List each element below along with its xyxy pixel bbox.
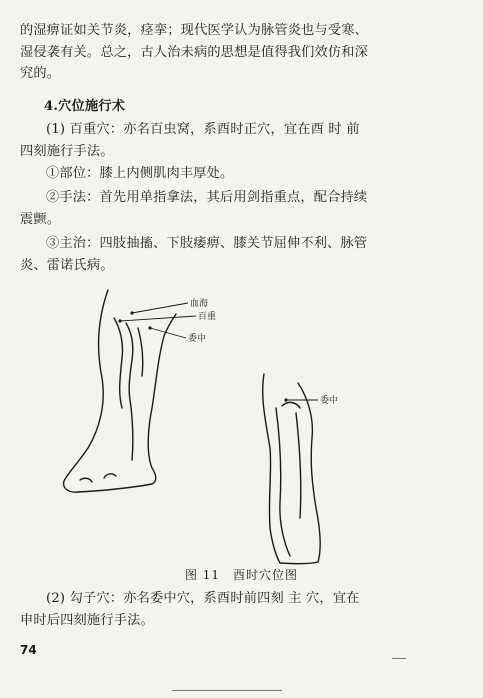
text-line: ②手法：首先用单指拿法，其后用剑指重点，配合持续 — [46, 190, 368, 205]
text-line: (1) 百重穴：亦名百虫窝，系酉时正穴，宜在酉 时 前 — [46, 122, 360, 137]
page-number: 74 — [20, 643, 37, 657]
text-line: ③主治：四肢抽搐、下肢痿痹、膝关节屈伸不利、脉管 — [46, 236, 368, 251]
leader-lines — [120, 303, 318, 400]
paragraph-gouzi — [20, 588, 460, 631]
paragraph-location: ①部位：膝上内侧肌肉丰厚处。 — [46, 166, 234, 181]
xuehai-leader — [132, 303, 188, 313]
section-heading: 4.穴位施行术 — [44, 99, 126, 114]
label-weizhong-left: 委中 — [188, 334, 207, 344]
bottom-scan-line — [172, 690, 282, 691]
label-weizhong-right: 委中 — [320, 396, 339, 406]
leg-acupoint-illustration — [60, 288, 390, 568]
scan-mark — [392, 658, 406, 659]
text-line: 的湿痹证如关节炎，痉挛；现代医学认为脉管炎也与受寒、 — [20, 23, 369, 38]
paragraph-intro — [20, 20, 460, 85]
paragraph-technique — [20, 187, 460, 230]
weizhong-left-point — [148, 326, 151, 329]
figure-caption: 图 11 酉时穴位图 — [184, 568, 299, 582]
paragraph-baichong — [20, 119, 460, 162]
weizhong-left-leader — [150, 328, 186, 338]
baichong-point — [118, 319, 121, 322]
text-line: 四刻施行手法。 — [20, 143, 114, 159]
baichong-leader — [120, 316, 196, 321]
label-baichong: 百重 — [198, 312, 217, 322]
text-line: 申时后四刻施行手法。 — [20, 612, 154, 628]
label-xuehai: 血海 — [190, 299, 209, 309]
weizhong-right-point — [284, 398, 287, 401]
paragraph-indications — [20, 233, 460, 276]
text-line: 湿侵袭有关。总之，古人治未病的思想是值得我们效仿和深 — [20, 44, 369, 60]
back-leg-drawing — [263, 374, 320, 564]
text-line: 炎、雷诺氏病。 — [20, 257, 114, 273]
text-line: (2) 勾子穴：亦名委中穴，系酉时前四刻 主 穴，宜在 — [46, 591, 360, 606]
text-line: 震颤。 — [20, 211, 61, 227]
xuehai-point — [130, 311, 133, 314]
text-line: 究的。 — [20, 66, 61, 81]
